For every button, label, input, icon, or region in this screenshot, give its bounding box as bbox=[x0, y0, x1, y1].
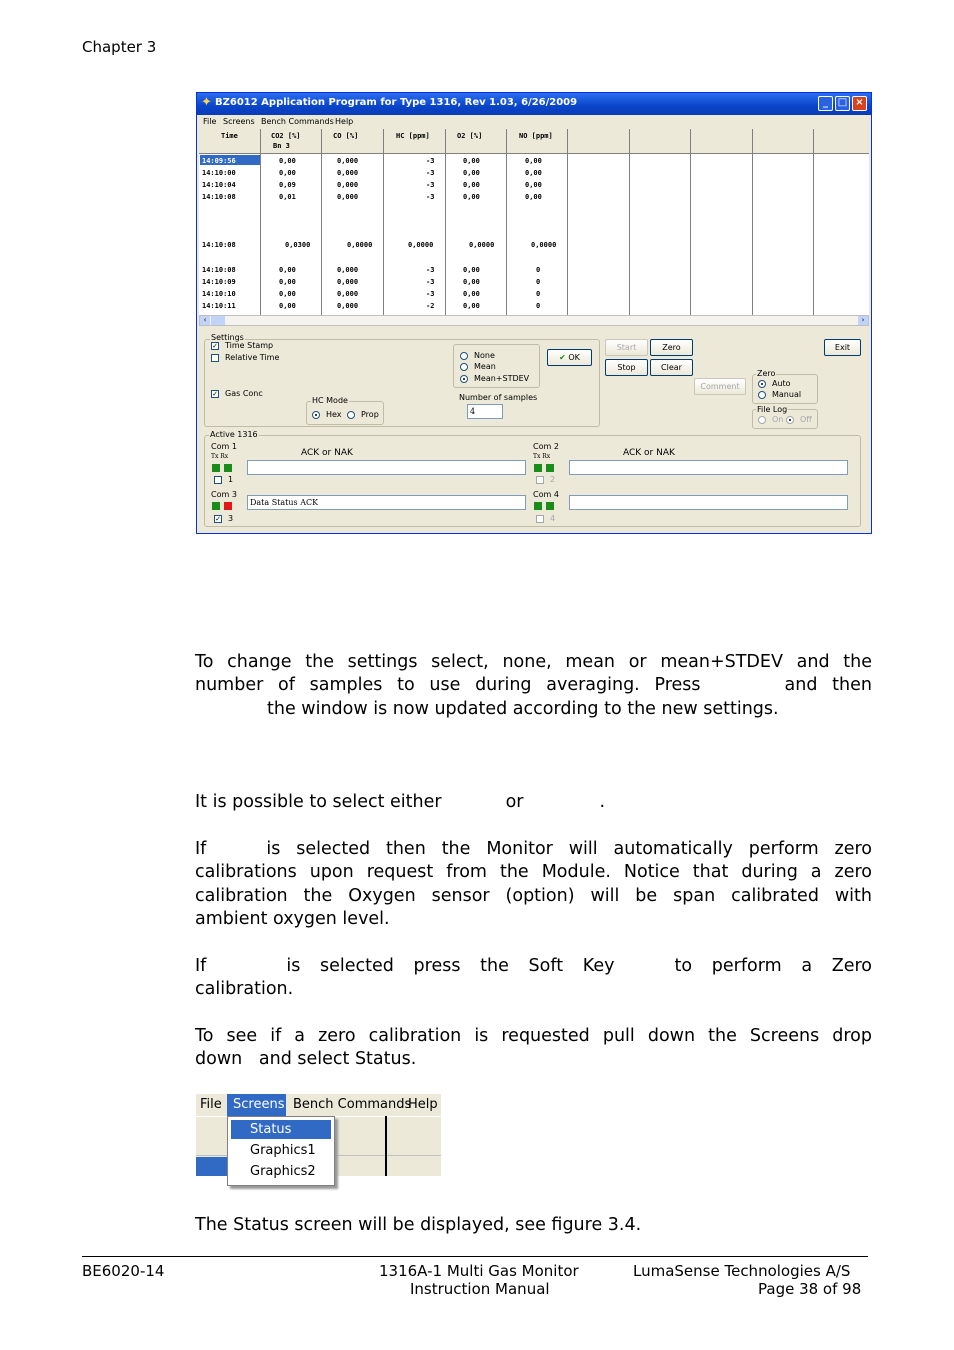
cell-time: 14:10:08 bbox=[202, 241, 236, 249]
zero-auto-radio[interactable] bbox=[758, 380, 766, 388]
com4-rx-led bbox=[546, 502, 554, 510]
footer-rule bbox=[82, 1256, 868, 1257]
cell-no: 0,00 bbox=[525, 169, 542, 177]
text-line: To change the settings select, none, mean or mean+STDEV and the bbox=[195, 652, 872, 672]
com2-rx-led bbox=[546, 464, 554, 472]
exit-button[interactable]: Exit bbox=[824, 339, 861, 356]
cell-co2: 0,01 bbox=[279, 193, 296, 201]
menu-bench-commands[interactable]: Bench Commands bbox=[293, 1097, 412, 1112]
cell-hc: -3 bbox=[426, 290, 435, 298]
minimize-icon[interactable]: _ bbox=[818, 96, 833, 111]
paragraph-status bbox=[195, 1214, 872, 1237]
cell-time: 14:10:08 bbox=[202, 266, 236, 274]
cell-hc: -3 bbox=[426, 193, 435, 201]
cell-co2: 0,00 bbox=[279, 302, 296, 310]
col-header-co2: CO2 [%] bbox=[271, 132, 301, 140]
ok-label: OK bbox=[568, 353, 580, 362]
cell-co2: 0,00 bbox=[279, 157, 296, 165]
clear-button[interactable]: Clear bbox=[650, 359, 693, 376]
com3-status-field: Data Status ACK bbox=[247, 495, 526, 510]
cell-no: 0,0000 bbox=[531, 241, 557, 249]
text-line: down and select Status. bbox=[195, 1049, 417, 1070]
col-header-hc: HC [ppm] bbox=[396, 132, 430, 140]
cell-co2: 0,00 bbox=[279, 278, 296, 286]
com4-tx-led bbox=[534, 502, 542, 510]
com1-txrx: Tx Rx bbox=[211, 453, 229, 460]
com3-label: Com 3 bbox=[211, 490, 237, 499]
time-stamp-checkbox[interactable]: ✓ bbox=[212, 342, 218, 350]
paragraph-select bbox=[195, 791, 872, 814]
cell-no: 0 bbox=[536, 278, 541, 286]
zero-manual-label: Manual bbox=[772, 390, 802, 399]
zero-button[interactable]: Zero bbox=[650, 339, 693, 356]
cell-no: 0 bbox=[536, 290, 541, 298]
samples-label: Number of samples bbox=[459, 393, 538, 402]
gas-conc-label: Gas Conc bbox=[225, 389, 263, 398]
cell-time: 14:10:00 bbox=[202, 169, 236, 177]
app-window-screenshot bbox=[196, 92, 872, 534]
settings-label: Settings bbox=[211, 333, 244, 342]
text-line: If is selected press the Soft Key to perform a Zero bbox=[195, 956, 873, 976]
footer-manual: Instruction Manual bbox=[410, 1280, 550, 1298]
horizontal-scrollbar[interactable] bbox=[199, 315, 869, 326]
zero-auto-label: Auto bbox=[772, 379, 791, 388]
cell-o2: 0,0000 bbox=[469, 241, 495, 249]
file-log-label: File Log bbox=[757, 405, 788, 414]
com1-label: Com 1 bbox=[211, 442, 237, 451]
scroll-left-icon[interactable]: ‹ bbox=[200, 316, 210, 325]
com3-rx-led bbox=[224, 502, 232, 510]
cell-co: 0,0000 bbox=[347, 241, 373, 249]
text-line: the window is now updated according to the new settings. bbox=[267, 698, 779, 719]
file-log-off-radio[interactable] bbox=[786, 416, 794, 424]
paragraph-manual bbox=[195, 955, 872, 1002]
cell-co: 0,000 bbox=[337, 157, 359, 165]
data-grid bbox=[199, 129, 869, 315]
file-log-off-label: Off bbox=[800, 415, 812, 424]
paragraph-auto bbox=[195, 838, 872, 932]
text-line: ambient oxygen level. bbox=[195, 909, 390, 930]
avg-mean-radio[interactable] bbox=[460, 363, 468, 371]
col-header-o2: O2 [%] bbox=[457, 132, 483, 140]
avg-mean-stdev-radio[interactable] bbox=[460, 375, 468, 383]
com1-rx-led bbox=[224, 464, 232, 472]
hc-prop-radio[interactable] bbox=[347, 411, 355, 419]
com3-tx-led bbox=[212, 502, 220, 510]
com1-status-field bbox=[247, 460, 526, 475]
cell-co: 0,000 bbox=[337, 193, 359, 201]
cell-co2: 0,00 bbox=[279, 169, 296, 177]
com1-tx-led bbox=[212, 464, 220, 472]
cell-time: 14:10:08 bbox=[202, 193, 236, 201]
window-title: BZ6012 Application Program for Type 1316, Rev 1.03, 6/26/2009 bbox=[215, 97, 578, 108]
menu-screens[interactable]: Screens bbox=[233, 1097, 285, 1112]
cell-hc: 0,0000 bbox=[408, 241, 434, 249]
cell-hc: -3 bbox=[426, 157, 435, 165]
cell-o2: 0,00 bbox=[463, 181, 480, 189]
text-line: To see if a zero calibration is requested pull down the Screens drop bbox=[195, 1026, 872, 1046]
window-titlebar bbox=[197, 93, 871, 115]
cell-no: 0,00 bbox=[525, 193, 542, 201]
cell-no: 0,00 bbox=[525, 157, 542, 165]
cell-hc: -2 bbox=[426, 302, 435, 310]
hc-mode-label: HC Mode bbox=[312, 396, 348, 405]
hc-hex-radio[interactable] bbox=[312, 411, 320, 419]
screens-menu-screenshot bbox=[196, 1094, 441, 1192]
com2-checkbox[interactable] bbox=[536, 476, 544, 484]
file-log-on-label: On bbox=[772, 415, 784, 424]
cell-no: 0 bbox=[536, 266, 541, 274]
cell-no: 0 bbox=[536, 302, 541, 310]
cell-hc: -3 bbox=[426, 278, 435, 286]
com3-number: 3 bbox=[228, 514, 234, 523]
avg-mean-stdev-label: Mean+STDEV bbox=[474, 374, 530, 383]
com2-status-field bbox=[569, 460, 848, 475]
cell-time: 14:09:56 bbox=[202, 157, 236, 165]
cell-co: 0,000 bbox=[337, 181, 359, 189]
col-header-time: Time bbox=[221, 132, 238, 140]
comment-button[interactable]: Comment bbox=[694, 378, 746, 395]
cell-o2: 0,00 bbox=[463, 266, 480, 274]
com2-number: 2 bbox=[550, 475, 556, 484]
active-1316-label: Active 1316 bbox=[210, 430, 258, 439]
cell-o2: 0,00 bbox=[463, 290, 480, 298]
text-line: The Status screen will be displayed, see figure 3.4. bbox=[195, 1215, 642, 1235]
screens-dropdown bbox=[227, 1116, 335, 1186]
com4-status-field bbox=[569, 495, 848, 510]
com3-checkbox[interactable]: ✓ bbox=[215, 515, 221, 523]
menu-bar bbox=[197, 115, 871, 129]
hc-prop-label: Prop bbox=[361, 410, 379, 419]
cell-co2: 0,09 bbox=[279, 181, 296, 189]
avg-none-radio[interactable] bbox=[460, 352, 468, 360]
footer-doc-id: BE6020-14 bbox=[82, 1262, 165, 1280]
cell-time: 14:10:04 bbox=[202, 181, 236, 189]
menu-screens[interactable]: Screens bbox=[223, 117, 255, 126]
footer-company: LumaSense Technologies A/S bbox=[633, 1262, 851, 1280]
menu-help[interactable]: Help bbox=[408, 1097, 438, 1112]
text-line: calibration the Oxygen sensor (option) will be span calibrated with bbox=[195, 885, 872, 906]
relative-time-label: Relative Time bbox=[225, 353, 280, 362]
cell-o2: 0,00 bbox=[463, 193, 480, 201]
maximize-icon[interactable]: □ bbox=[835, 96, 850, 111]
close-icon[interactable]: × bbox=[852, 96, 867, 111]
com1-checkbox[interactable] bbox=[214, 476, 222, 484]
cell-hc: -3 bbox=[426, 181, 435, 189]
scroll-right-icon[interactable]: › bbox=[858, 316, 868, 325]
com4-number: 4 bbox=[550, 514, 556, 523]
footer-page: Page 38 of 98 bbox=[758, 1280, 862, 1298]
com2-ack-label: ACK or NAK bbox=[623, 448, 675, 458]
footer-product: 1316A-1 Multi Gas Monitor bbox=[379, 1262, 579, 1280]
paragraph-screens bbox=[195, 1025, 872, 1072]
com2-tx-led bbox=[534, 464, 542, 472]
text-line: calibrations upon request from the Module. Notice that during a zero bbox=[195, 862, 872, 883]
menu-item-status[interactable]: Status bbox=[231, 1120, 331, 1139]
cell-o2: 0,00 bbox=[463, 302, 480, 310]
com2-label: Com 2 bbox=[533, 442, 559, 451]
text-line: It is possible to select either or . bbox=[195, 792, 606, 812]
cell-co2: 0,00 bbox=[279, 290, 296, 298]
col-header-co: CO [%] bbox=[333, 132, 359, 140]
menu-bench-commands[interactable]: Bench Commands bbox=[261, 117, 334, 126]
cell-co: 0,000 bbox=[337, 266, 359, 274]
zero-manual-radio[interactable] bbox=[758, 391, 766, 399]
text-line: number of samples to use during averaging. Press and then bbox=[195, 675, 872, 696]
cell-co2: 0,00 bbox=[279, 266, 296, 274]
app-icon: ✦ bbox=[201, 95, 212, 110]
scroll-thumb[interactable] bbox=[211, 316, 225, 325]
row-highlight bbox=[196, 1157, 227, 1176]
cell-co: 0,000 bbox=[337, 278, 359, 286]
hc-hex-label: Hex bbox=[326, 410, 342, 419]
start-button[interactable]: Start bbox=[605, 339, 648, 356]
cell-co: 0,000 bbox=[337, 290, 359, 298]
file-log-on-radio[interactable] bbox=[758, 416, 766, 424]
com4-checkbox[interactable] bbox=[536, 515, 544, 523]
time-stamp-label: Time Stamp bbox=[225, 341, 274, 350]
menu-file[interactable]: File bbox=[200, 1097, 222, 1112]
menu-file[interactable]: File bbox=[203, 117, 217, 126]
cell-o2: 0,00 bbox=[463, 157, 480, 165]
relative-time-checkbox[interactable] bbox=[211, 354, 219, 362]
menu-item-graphics2[interactable]: Graphics2 bbox=[250, 1164, 316, 1179]
menu-item-graphics1[interactable]: Graphics1 bbox=[250, 1143, 316, 1158]
cell-co: 0,000 bbox=[337, 302, 359, 310]
cell-hc: -3 bbox=[426, 169, 435, 177]
com1-number: 1 bbox=[228, 475, 234, 484]
text-line: If is selected then the Monitor will automatically perform zero bbox=[195, 839, 872, 859]
col-header-no: NO [ppm] bbox=[519, 132, 553, 140]
samples-input[interactable]: 4 bbox=[467, 404, 503, 419]
ok-button[interactable] bbox=[547, 349, 592, 366]
zero-mode-label: Zero bbox=[757, 369, 776, 378]
cell-o2: 0,00 bbox=[463, 169, 480, 177]
stop-button[interactable]: Stop bbox=[605, 359, 648, 376]
cell-co: 0,000 bbox=[337, 169, 359, 177]
cell-hc: -3 bbox=[426, 266, 435, 274]
cell-time: 14:10:11 bbox=[202, 302, 236, 310]
cell-o2: 0,00 bbox=[463, 278, 480, 286]
avg-mean-label: Mean bbox=[474, 362, 496, 371]
com4-label: Com 4 bbox=[533, 490, 559, 499]
com1-ack-label: ACK or NAK bbox=[301, 448, 353, 458]
chapter-header: Chapter 3 bbox=[82, 38, 157, 56]
com2-txrx: Tx Rx bbox=[533, 453, 551, 460]
check-icon: ✔ bbox=[559, 353, 566, 362]
menu-help[interactable]: Help bbox=[335, 117, 354, 126]
cell-no: 0,00 bbox=[525, 181, 542, 189]
cell-time: 14:10:09 bbox=[202, 278, 236, 286]
cell-time: 14:10:10 bbox=[202, 290, 236, 298]
col-subheader-co2: Bn 3 bbox=[273, 142, 290, 150]
gas-conc-checkbox[interactable]: ✓ bbox=[212, 390, 218, 398]
paragraph-settings bbox=[195, 651, 872, 721]
avg-none-label: None bbox=[474, 351, 495, 360]
cell-co2: 0,0300 bbox=[285, 241, 311, 249]
text-line: calibration. bbox=[195, 979, 294, 1000]
